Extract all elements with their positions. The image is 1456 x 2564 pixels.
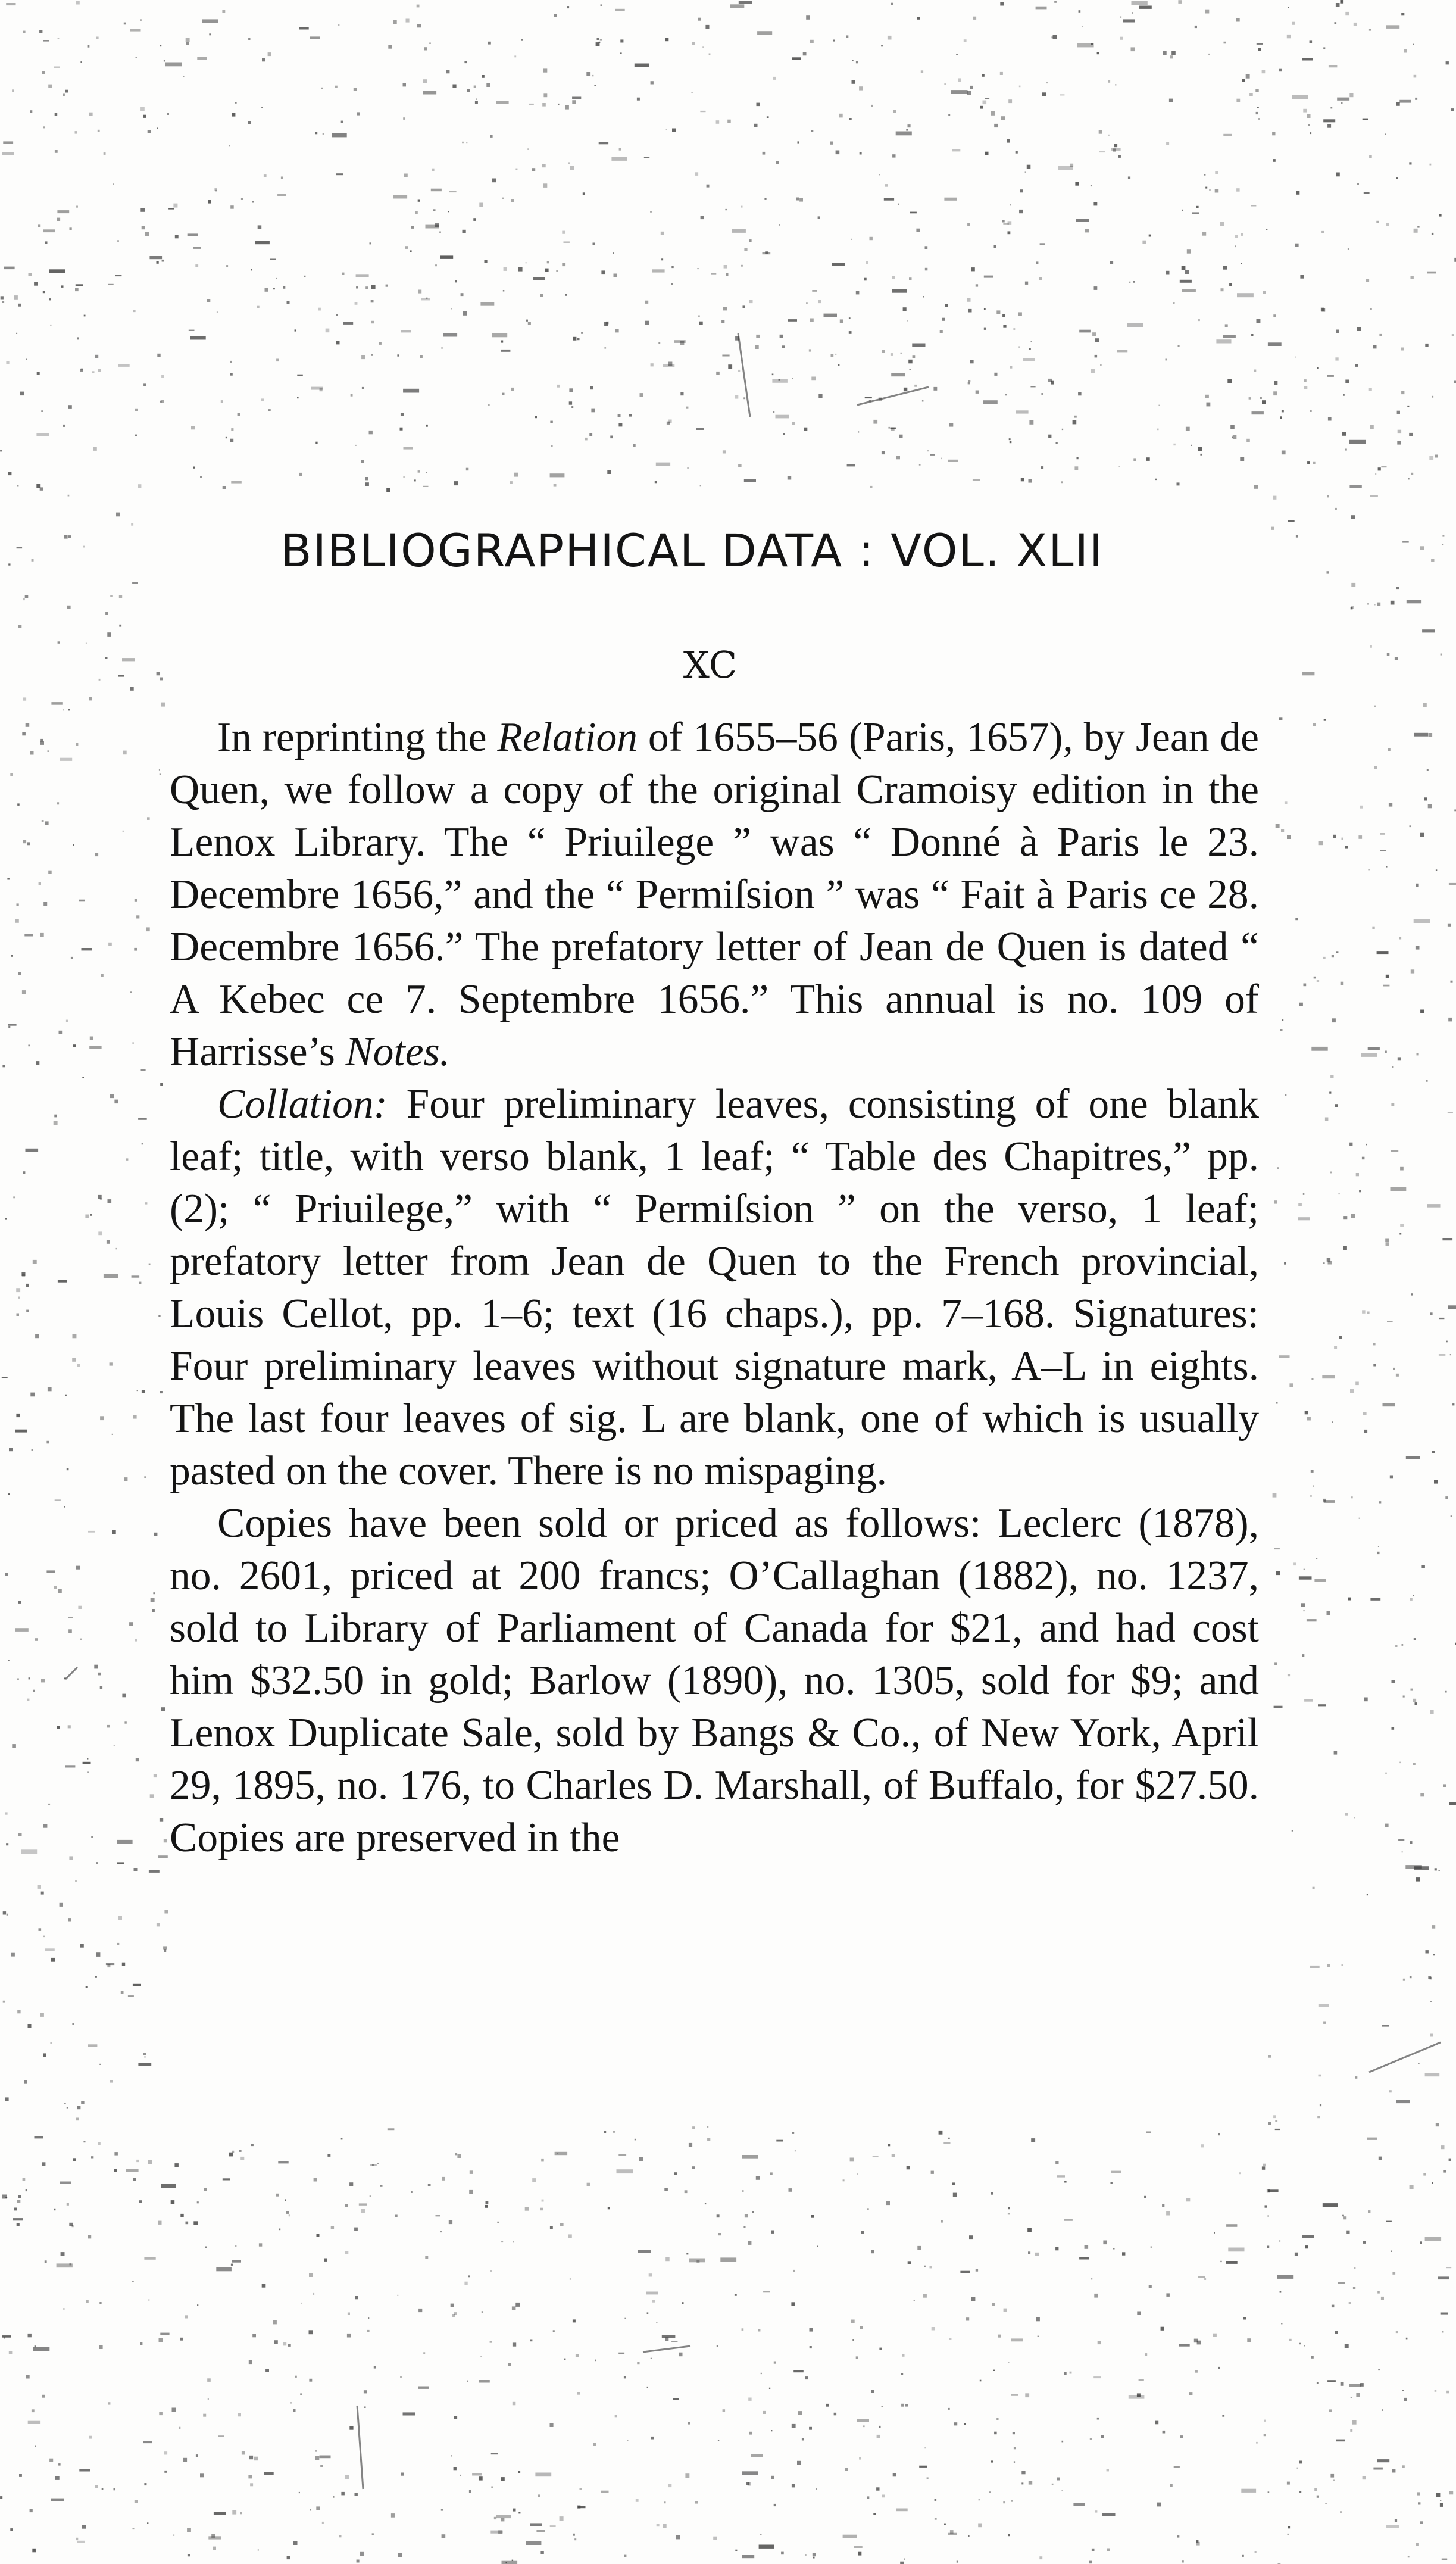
- section-number: XC: [683, 643, 738, 687]
- text-segment: of 1655–56 (Paris, 1657), by Jean de Quen, we follow a copy of the original Cramoisy edition in the Lenox Library. The “ Priuilege ” was “ Donné à Paris le 23. Decembre 1656,” and the “ Permiſsion ” was “ Fait à Paris ce 28. Decembre 1656.” The prefatory letter of Jean de Quen is dated “ A Kebec ce 7. Septembre 1656.” This annual is no. 109 of Harrisse’s: [170, 715, 1259, 1075]
- italic-title-notes: Notes.: [345, 1029, 450, 1075]
- paragraph-intro: [170, 712, 1259, 1078]
- text-segment: In reprinting the: [217, 715, 498, 760]
- paragraph-copies: [170, 1498, 1259, 1864]
- paragraph-collation: [170, 1078, 1259, 1498]
- text-segment: Four preliminary leaves, consisting of one blank leaf; title, with verso blank, 1 leaf; “ Table des Chapitres,” pp. (2); “ Priuilege,” with “ Permiſsion ” on the verso, 1 leaf; prefatory letter from Jean de Quen to the French provincial, Louis Cellot, pp. 1–6; text (16 chaps.), pp. 7–168. Signatures: Four preliminary leaves without signature mark, A–L in eights. The last four leaves of sig. L are blank, one of which is usually pasted on the cover. There is no mispaging.: [170, 1081, 1259, 1494]
- text-segment: Copies have been sold or priced as follows: Leclerc (1878), no. 2601, priced at 200 francs; O’Callaghan (1882), no. 1237, sold to Library of Parliament of Canada for $21, and had cost him $32.50 in gold; Barlow (1890), no. 1305, sold for $9; and Lenox Duplicate Sale, sold by Bangs & Co., of New York, April 29, 1895, no. 176, to Charles D. Marshall, of Buffalo, for $27.50. Copies are preserved in the: [170, 1501, 1259, 1861]
- body-text: [170, 712, 1259, 1864]
- italic-title-relation: Relation: [497, 715, 638, 760]
- running-head: BIBLIOGRAPHICAL DATA : VOL. XLII: [280, 524, 1104, 577]
- italic-collation-label: Collation:: [217, 1081, 388, 1127]
